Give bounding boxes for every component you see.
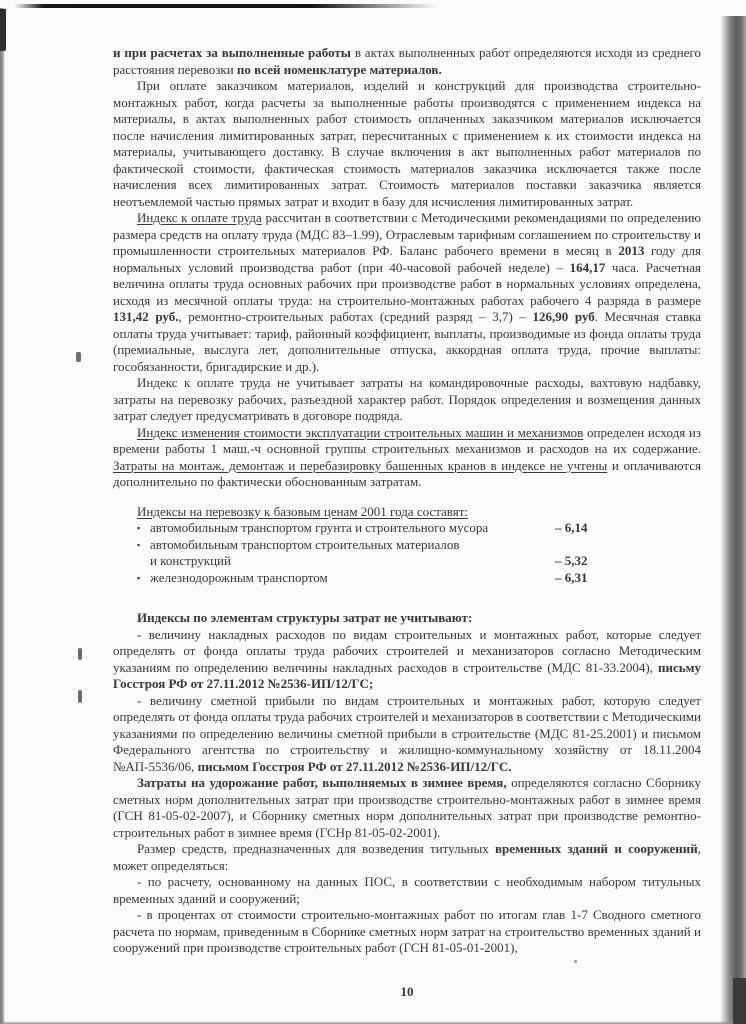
- scan-speck: [78, 648, 82, 660]
- transport-list-item: [137, 569, 588, 587]
- transport-list-item-label: автомобильным транспортом строительных материалов и конструкций: [150, 536, 460, 568]
- paragraph: - по расчету, основанному на данных ПОС, в соответствии с необходимым набором титульных временных зданий и сооружений;: [113, 874, 701, 906]
- section-heading: Индексы по элементам структуры затрат не учитывают:: [137, 610, 473, 625]
- document-text: [113, 45, 701, 957]
- scan-edge-left-cap: [0, 9, 6, 51]
- transport-list-item: [137, 536, 588, 570]
- square-bullet-icon: ▪: [137, 539, 141, 550]
- square-bullet-icon: ▪: [137, 572, 141, 583]
- paragraph: - величину накладных расходов по видам строительных и монтажных работ, которые следует определять от фонда оплаты труда рабочих строителей и механизаторов согласно Методическим указаниям по определению величины накладных расходов в строительстве (МДС 81-33.2004), письму Госстроя РФ от 27.11.2012 №2536-ИП/12/ГС;: [113, 626, 701, 691]
- scan-speck: [574, 960, 577, 963]
- paragraph: Индекс к оплате труда не учитывает затраты на командировочные расходы, вахтовую надбавку, затраты на перевозку рабочих, разъездной характер работ. Порядок определения и возмещения данных затрат следует предусматривать в договоре подряда.: [113, 375, 701, 423]
- paragraph: - величину сметной прибыли по видам строительных и монтажных работ, которую следует определять от фонда оплаты труда рабочих строителей и механизаторов в соответствии с Методическими указаниями по определению величины сметной прибыли в строительстве (МДС 81-25.2001) и письмом Федерального агентства по строительству и жилищно-коммунальному хозяйству от 18.11.2004 №АП-5536/06, письмом Госстроя РФ от 27.11.2012 №2536-ИП/12/ГС.: [113, 692, 701, 774]
- scan-corner-bottom-right: [733, 978, 746, 1024]
- paragraph: Затраты на удорожание работ, выполняемых в зимнее время, определяются согласно Сборнику сметных норм дополнительных затрат при производстве строительно-монтажных работ в зимнее время (ГСН 81-05-02-2007), и Сборнику сметных норм дополнительных затрат при производстве ремонтно-строительных работ в зимнее время (ГСНр 81-05-02-2001).: [113, 775, 701, 840]
- paragraph: Индекс к оплате труда рассчитан в соответствии с Методическими рекомендациями по определению размера средств на оплату труда (МДС 83–1.99), Отраслевым тарифным соглашением по строительству и промышленности строительных материалов РФ. Баланс рабочего времени в месяц в 2013 году для нормальных условий производства работ (при 40-часовой рабочей неделе) – 164,17 часа. Расчетная величина оплаты труда основных рабочих при производстве работ в нормальных условиях определена, исходя из месячной оплаты труда: на строительно-монтажных работах рабочего 4 разряда в размере 131,42 руб., ремонтно-строительных работах (средний разряд – 3,7) – 126,90 руб. Месячная ставка оплаты труда учитывает: тариф, районный коэффициент, выплаты, производимые из фонда оплаты труда (премиальные, выслуга лет, дополнительные отпуска, аккордная оплата труда, прочие выплаты: гособязанности, бригадирские и др.).: [113, 210, 701, 374]
- transport-list-header: Индексы на перевозку к базовым ценам 2001 года составят:: [137, 503, 469, 519]
- transport-index-list: [137, 504, 637, 587]
- scan-speck: [76, 352, 81, 362]
- transport-index-value: – 6,31: [555, 569, 588, 585]
- paragraph: - в процентах от стоимости строительно-монтажных работ по итогам глав 1-7 Сводного сметного расчета по нормам, приведенным в Сборнике сметных норм затрат на строительство временных зданий и сооружений при производстве строительных работ (ГСН 81-05-01-2001),: [113, 907, 701, 955]
- scan-speck: [78, 690, 82, 703]
- transport-list-item-label: автомобильным транспортом грунта и строительного мусора: [150, 520, 489, 535]
- page-number: 10: [400, 984, 414, 999]
- paragraph: Размер средств, предназначенных для возведения титульных временных зданий и сооружений, может определяться:: [113, 841, 701, 873]
- paragraph: Индекс изменения стоимости эксплуатации строительных машин и механизмов определен исходя из времени работы 1 маш.-ч основной группы строительных механизмов и расходов на их содержание. Затраты на монтаж, демонтаж и перебазировку башенных кранов в индексе не учтены и оплачиваются дополнительно по фактически обоснованным затратам.: [113, 424, 702, 489]
- scan-edge-top: [14, 4, 438, 8]
- scan-edge-left: [0, 8, 5, 1024]
- paragraph: При оплате заказчиком материалов, изделий и конструкций для производства строительно-монтажных работ, когда расчеты за выполненные работы производятся с применением индекса на материалы, в актах выполненных работ стоимость оплаченных заказчиком материалов исключается после начисления лимитированных затрат, пересчитанных с применением к их стоимости индекса на материалы, учитывающего доставку. В случае включения в акт выполненных работ материалов по фактической стоимости, фактическая стоимость материалов заказчика исключается также после начисления всех лимитированных затрат. Стоимость материалов поставки заказчика является неотъемлемой частью прямых затрат и входит в базу для исчисления лимитированных затрат.: [113, 78, 701, 209]
- scan-edge-right: [720, 16, 746, 1024]
- transport-list-item: [137, 520, 588, 537]
- square-bullet-icon: ▪: [137, 523, 141, 533]
- paragraph: и при расчетах за выполненные работы в актах выполненных работ определяются исходя из среднего расстояния перевозки по всей номенклатуре материалов.: [113, 45, 701, 77]
- transport-index-value: – 5,32: [555, 553, 588, 568]
- transport-list-item-label: железнодорожным транспортом: [150, 569, 328, 585]
- transport-index-value: – 6,14: [555, 520, 588, 535]
